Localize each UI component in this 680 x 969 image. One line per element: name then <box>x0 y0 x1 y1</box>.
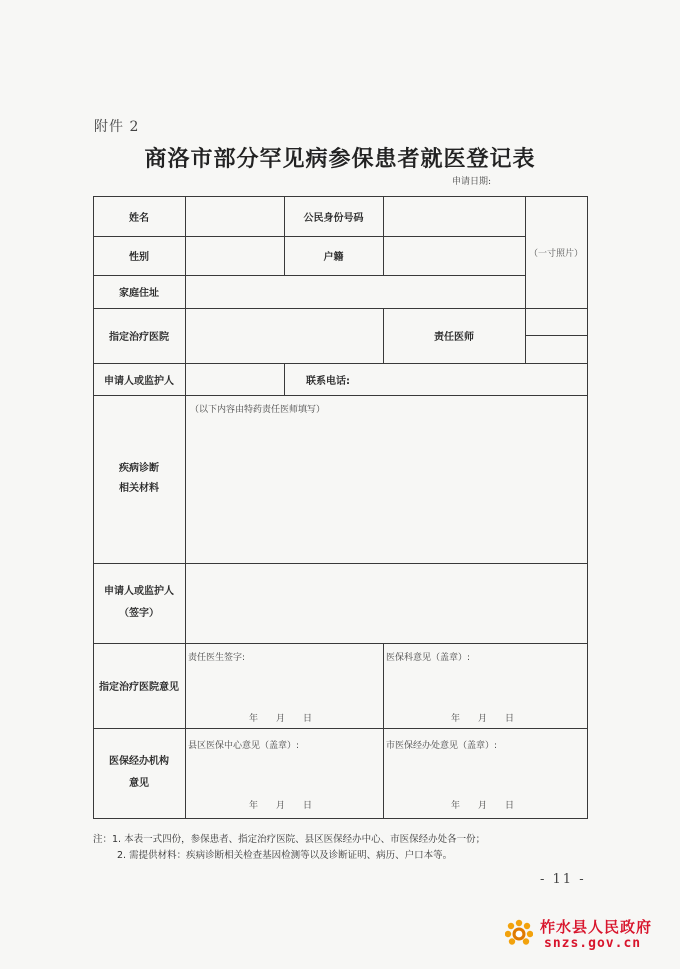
note-line-2: 2. 需提供材料：疾病诊断相关检查基因检测等以及诊断证明、病历、户口本等。 <box>117 850 453 861</box>
applicant-field[interactable] <box>185 363 284 395</box>
signature-label-line2: （签字） <box>119 608 159 619</box>
insurance-dept-date: 年 月 日 <box>451 714 515 724</box>
gender-field[interactable] <box>185 236 284 275</box>
agency-opinion-label <box>93 728 185 818</box>
address-field[interactable] <box>185 275 525 308</box>
address-label: 家庭住址 <box>119 288 159 299</box>
phone-field[interactable] <box>383 363 587 395</box>
household-field[interactable] <box>383 236 525 275</box>
watermark-site-name: 柞水县人民政府 <box>540 918 653 936</box>
doctor-label: 责任医师 <box>434 332 474 343</box>
signature-label-line1: 申请人或监护人 <box>104 586 174 597</box>
page-number: - 11 - <box>540 872 586 887</box>
doctor-signature-label: 责任医生签字: <box>188 653 246 663</box>
doctor-signature-date: 年 月 日 <box>249 714 313 724</box>
hospital-label: 指定治疗医院 <box>109 332 169 343</box>
hospital-field[interactable] <box>185 308 383 363</box>
gender-label: 性别 <box>129 252 149 263</box>
name-field[interactable] <box>185 196 284 236</box>
diagnosis-label-line1: 疾病诊断 <box>119 463 159 474</box>
hospital-opinion-label: 指定治疗医院意见 <box>99 682 179 693</box>
applicant-label: 申请人或监护人 <box>104 375 174 387</box>
name-label: 姓名 <box>129 212 149 224</box>
note-line-1: 注：1. 本表一式四份，参保患者、指定治疗医院、县区医保经办中心、市医保经办处各一份； <box>93 834 486 845</box>
signature-label <box>93 563 185 643</box>
id-number-label: 公民身份号码 <box>303 212 364 224</box>
diagnosis-note: （以下内容由特药责任医师填写） <box>190 405 326 415</box>
agency-label-line2: 意见 <box>129 778 149 789</box>
diagnosis-label <box>93 395 185 563</box>
city-office-opinion-label: 市医保经办处意见（盖章）: <box>386 741 498 751</box>
city-office-date: 年 月 日 <box>451 801 515 811</box>
agency-label-line1: 医保经办机构 <box>109 756 169 767</box>
county-center-date: 年 月 日 <box>249 801 313 811</box>
county-center-opinion-label: 县区医保中心意见（盖章）: <box>188 741 300 751</box>
apply-date-label: 申请日期: <box>452 177 492 187</box>
diagnosis-field[interactable] <box>186 416 586 562</box>
signature-field[interactable] <box>186 564 586 642</box>
attachment-label: 附件 2 <box>94 119 140 135</box>
sunflower-logo-icon <box>505 919 533 947</box>
diagnosis-label-line2: 相关材料 <box>119 483 159 494</box>
watermark-site-url: snzs.gov.cn <box>544 936 642 951</box>
form-title: 商洛市部分罕见病参保患者就医登记表 <box>144 146 536 172</box>
phone-label: 联系电话: <box>306 375 350 387</box>
id-number-field[interactable] <box>383 196 525 236</box>
household-label: 户籍 <box>323 252 344 263</box>
insurance-dept-opinion-label: 医保科意见（盖章）: <box>386 653 471 663</box>
doctor-field[interactable] <box>525 308 587 363</box>
photo-placeholder: （一寸照片） <box>528 248 583 259</box>
